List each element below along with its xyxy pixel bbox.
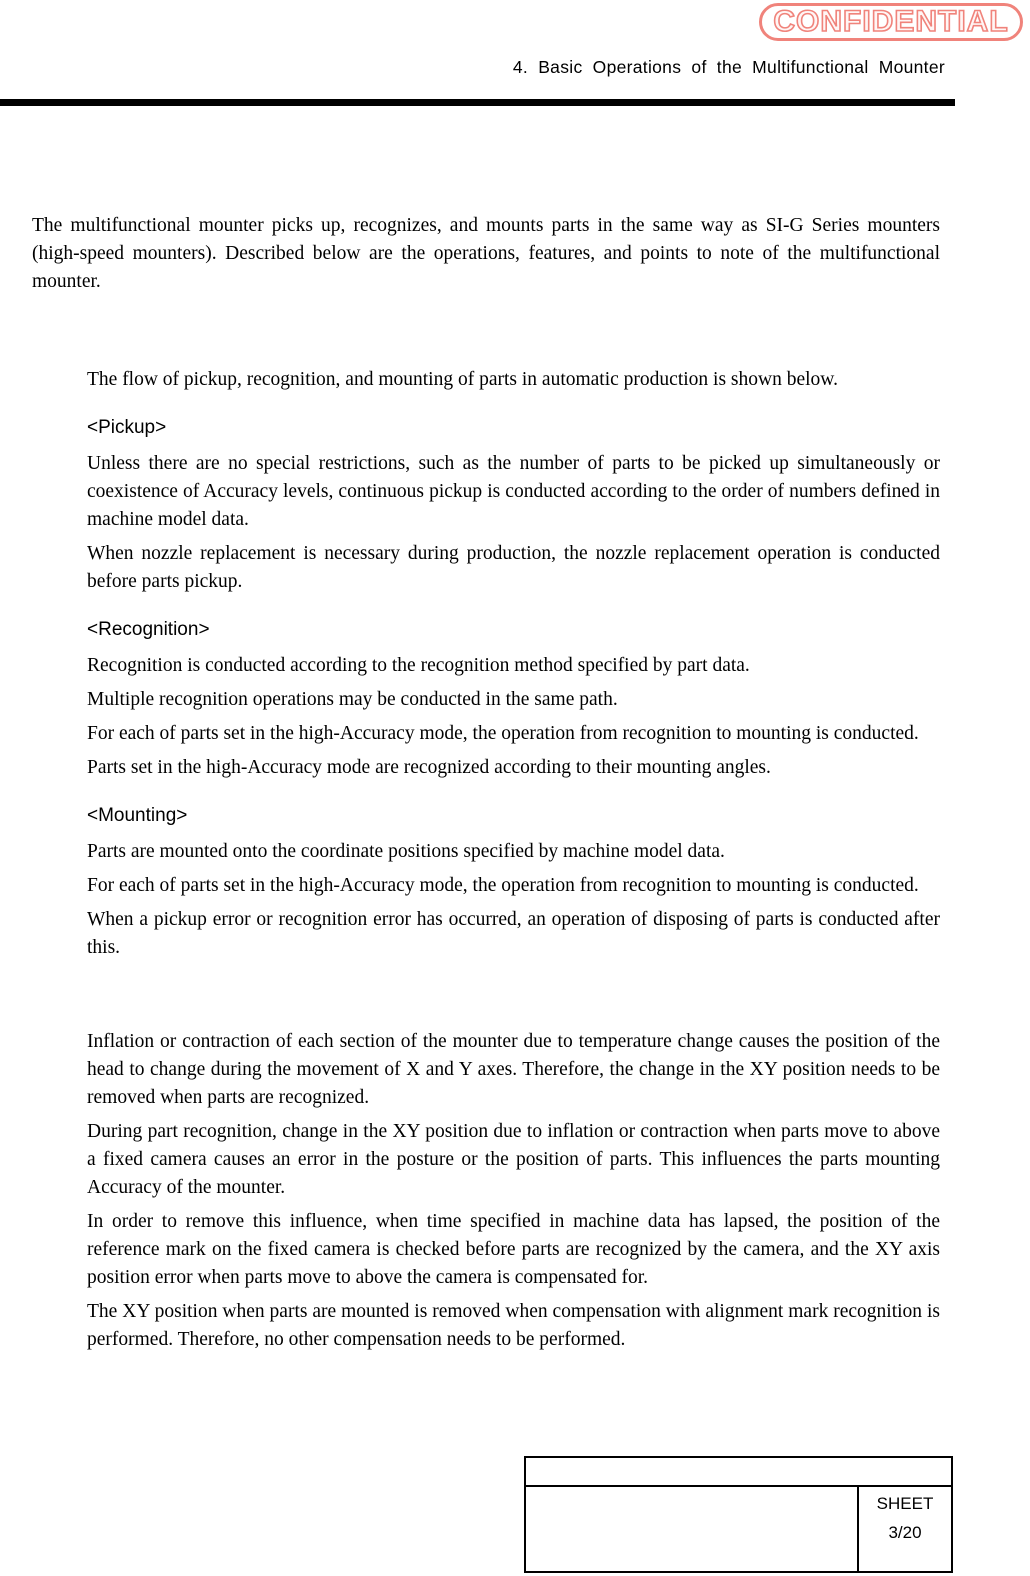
mounting-paragraph: For each of parts set in the high-Accuracy mode, the operation from recognition to mounting is conducted. xyxy=(87,875,919,896)
section-heading-recognition: <Recognition> xyxy=(87,619,210,640)
recognition-paragraph: Recognition is conducted according to the recognition method specified by part data. xyxy=(87,655,750,676)
recognition-paragraph: For each of parts set in the high-Accuracy mode, the operation from recognition to mounting is conducted. xyxy=(87,723,919,744)
sheet-label: SHEET xyxy=(876,1494,934,1513)
thermal-paragraph: The XY position when parts are mounted is removed when compensation with alignment mark recognition is performed. Therefore, no other compensation needs to be performed. xyxy=(87,1301,940,1350)
footer-table-top-row xyxy=(526,1458,951,1487)
recognition-paragraph: Multiple recognition operations may be conducted in the same path. xyxy=(87,689,618,710)
pickup-paragraph: When nozzle replacement is necessary during production, the nozzle replacement operation is conducted before parts pickup. xyxy=(87,543,940,592)
section-heading-pickup: <Pickup> xyxy=(87,417,167,438)
main-text-block xyxy=(87,366,940,1360)
confidential-stamp-text: CONFIDENTIAL xyxy=(773,5,1009,38)
recognition-paragraph: Parts set in the high-Accuracy mode are recognized according to their mounting angles. xyxy=(87,757,771,778)
footer-sheet-cell xyxy=(859,1487,951,1571)
confidential-stamp xyxy=(759,3,1023,41)
thermal-paragraph: Inflation or contraction of each section of the mounter due to temperature change causes the position of the head to change during the movement of X and Y axes. Therefore, the change in the XY position needs to be removed when parts are recognized. xyxy=(87,1031,940,1108)
footer-sheet-table xyxy=(524,1456,953,1573)
footer-table-bottom-row xyxy=(526,1487,951,1571)
footer-table-empty-cell xyxy=(526,1487,859,1571)
mounting-paragraph: When a pickup error or recognition error has occurred, an operation of disposing of parts is conducted after this. xyxy=(87,909,940,958)
mounting-paragraph: Parts are mounted onto the coordinate positions specified by machine model data. xyxy=(87,841,725,862)
page-header-title: 4. Basic Operations of the Multifunctional Mounter xyxy=(512,57,945,77)
section-spacer xyxy=(87,968,940,1028)
header-rule xyxy=(0,99,955,106)
section-heading-mounting: <Mounting> xyxy=(87,805,188,826)
thermal-paragraph: In order to remove this influence, when time specified in machine data has lapsed, the position of the reference mark on the fixed camera is checked before parts are recognized by the camera, and the XY axis position error when parts move to above the camera is compensated for. xyxy=(87,1211,940,1288)
thermal-paragraph: During part recognition, change in the XY position due to inflation or contraction when parts move to above a fixed camera causes an error in the posture or the position of parts. This influences the parts mounting Accuracy of the mounter. xyxy=(87,1121,940,1198)
sheet-number: 3/20 xyxy=(888,1523,922,1542)
flow-intro-paragraph: The flow of pickup, recognition, and mounting of parts in automatic production is shown below. xyxy=(87,369,838,390)
intro-paragraph: The multifunctional mounter picks up, recognizes, and mounts parts in the same way as SI-G Series mounters (high-speed mounters). Described below are the operations, features, and points to note of the multifunctional mounter. xyxy=(32,215,940,292)
pickup-paragraph: Unless there are no special restrictions, such as the number of parts to be picked up simultaneously or coexistence of Accuracy levels, continuous pickup is conducted according to the order of numbers defined in machine model data. xyxy=(87,453,940,530)
